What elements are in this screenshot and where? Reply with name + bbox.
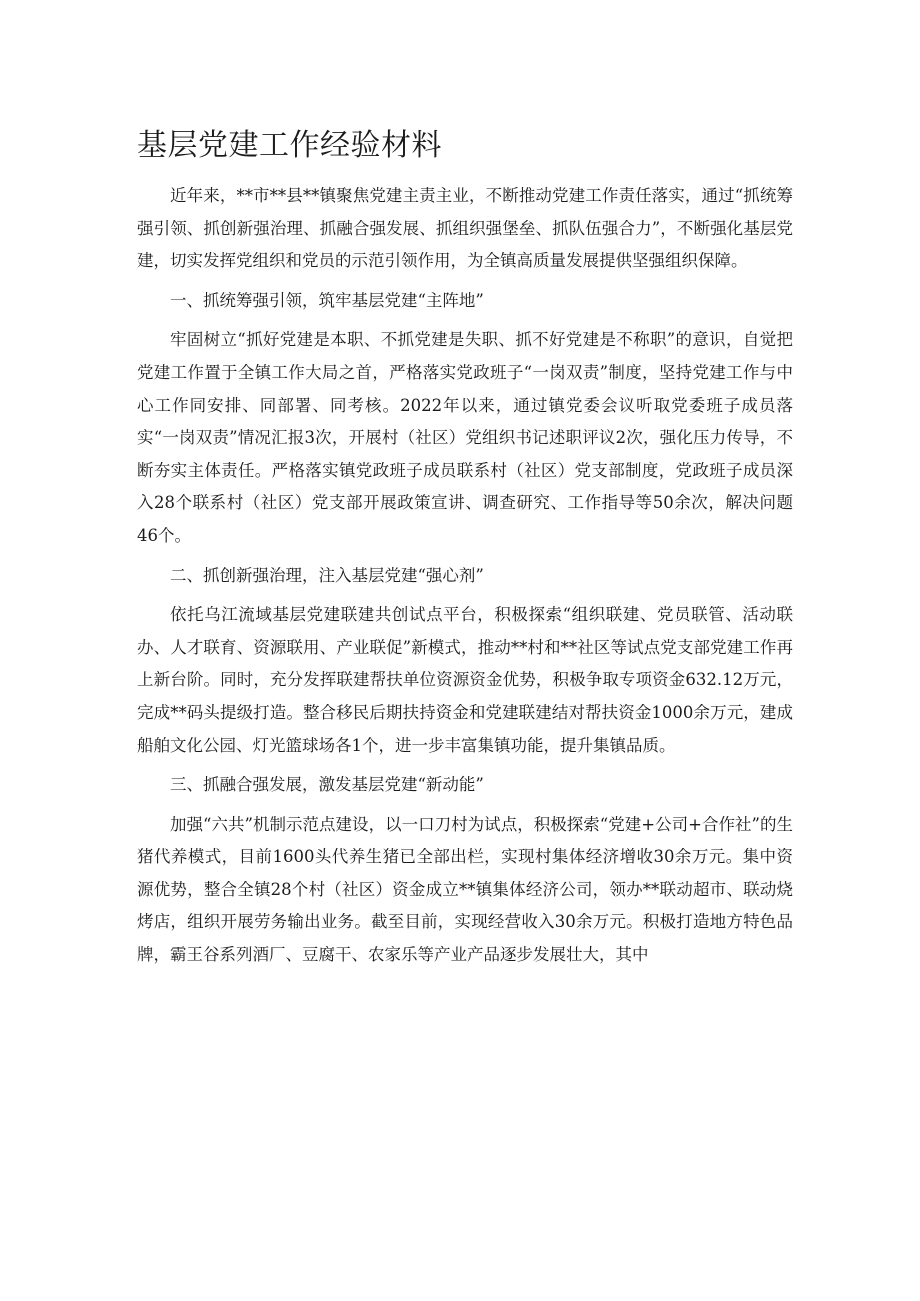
section-2-heading: 二、抓创新强治理，注入基层党建“强心剂”	[170, 565, 484, 585]
section-1-heading: 一、抓统筹强引领，筑牢基层党建“主阵地”	[170, 290, 484, 310]
section-3-body: 加强“六共”机制示范点建设，以一口刀村为试点，积极探索“党建+公司+合作社”的生猪代养模式，目前1600头代养生猪已全部出栏，实现村集体经济增收30余万元。集中资源优势，整合全镇28个村（社区）资金成立**镇集体经济公司，领办**联动超市、联动烧烤店，组织开展劳务输出业务。截至目前，实现经营收入30余万元。积极打造地方特色品牌，霸王谷系列酒厂、豆腐干、农家乐等产业产品逐步发展壮大，其中	[137, 814, 793, 965]
section-2-body: 依托乌江流域基层党建联建共创试点平台，积极探索“组织联建、党员联管、活动联办、人才联育、资源联用、产业联促”新模式，推动**村和**社区等试点党支部党建工作再上新台阶。同时，充分发挥联建帮扶单位资源资金优势，积极争取专项资金632.12万元，完成**码头提级打造。整合移民后期扶持资金和党建联建结对帮扶资金1000余万元，建成船舶文化公园、灯光篮球场各1个，进一步丰富集镇功能，提升集镇品质。	[137, 605, 793, 755]
section-3-heading: 三、抓融合强发展，激发基层党建“新动能”	[170, 775, 484, 795]
document-title: 基层党建工作经验材料	[137, 128, 442, 163]
intro-paragraph: 近年来，**市**县**镇聚焦党建主责主业，不断推动党建工作责任落实，通过“抓统筹强引领、抓创新强治理、抓融合强发展、抓组织强堡垒、抓队伍强合力”，不断强化基层党建，切实发挥党组织和党员的示范引领作用，为全镇高质量发展提供坚强组织保障。	[137, 186, 793, 271]
document-body	[137, 180, 793, 972]
section-1-body: 牢固树立“抓好党建是本职、不抓党建是失职、抓不好党建是不称职”的意识，自觉把党建工作置于全镇工作大局之首，严格落实党政班子“一岗双责”制度，坚持党建工作与中心工作同安排、同部署、同考核。2022年以来，通过镇党委会议听取党委班子成员落实“一岗双责”情况汇报3次，开展村（社区）党组织书记述职评议2次，强化压力传导，不断夯实主体责任。严格落实镇党政班子成员联系村（社区）党支部制度，党政班子成员深入28个联系村（社区）党支部开展政策宣讲、调查研究、工作指导等50余次，解决问题46个。	[137, 330, 793, 545]
